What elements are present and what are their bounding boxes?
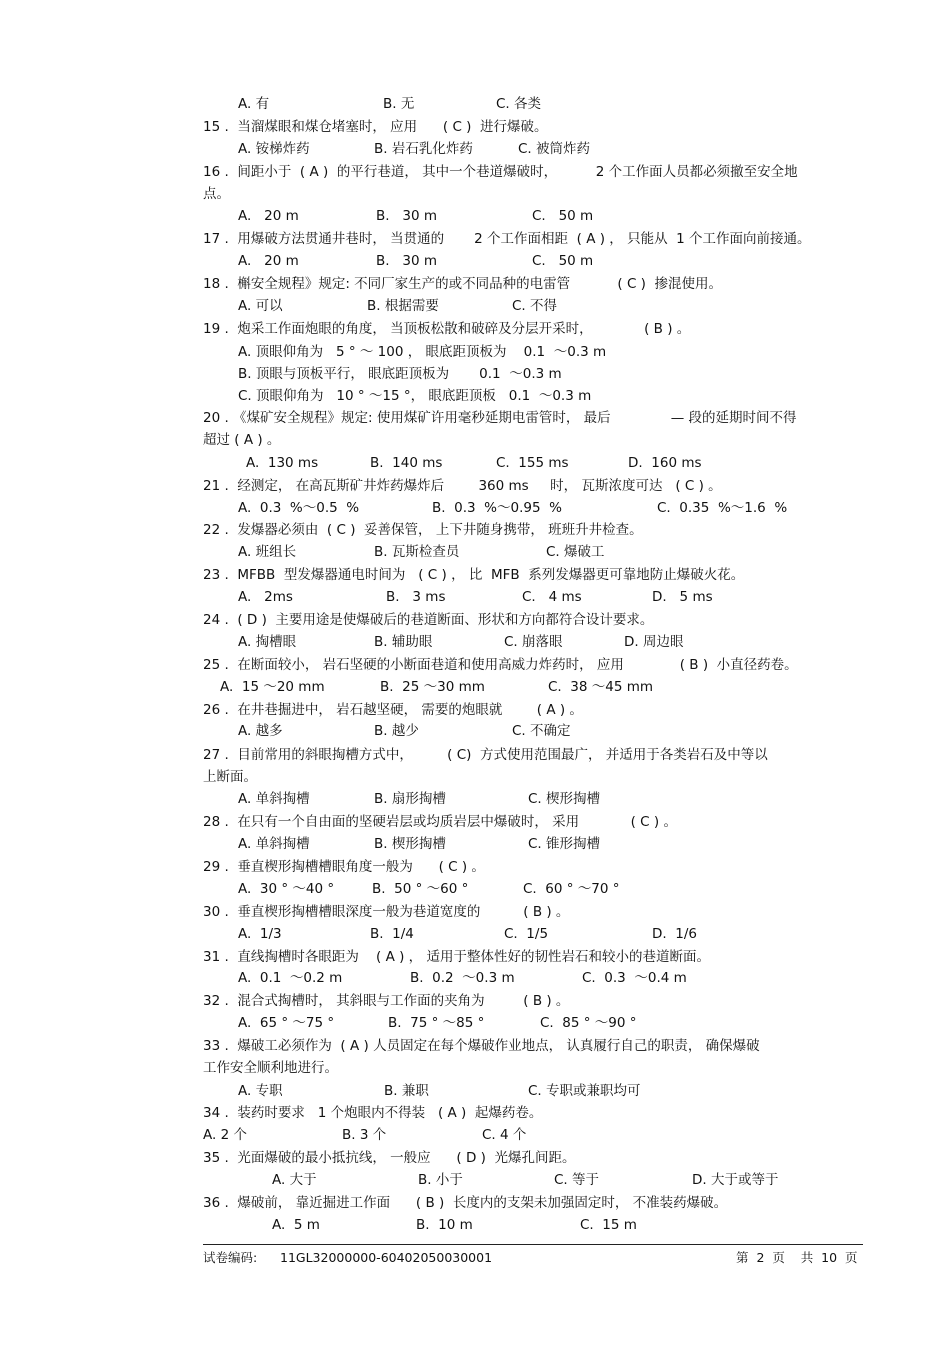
question-16-cont: 点。 [203, 186, 230, 202]
option: B. 岩石乳化炸药 [374, 141, 473, 157]
option: A. 2ms [238, 589, 293, 605]
option: A. 20 m [238, 208, 299, 224]
option: C. 1/5 [504, 926, 549, 942]
page-info: 第 2 页 共 10 页 [736, 1250, 858, 1265]
option: D. 大于或等于 [692, 1172, 779, 1188]
option: C. 85 ° ～90 ° [540, 1015, 637, 1031]
question-34: 34 . 装药时要求 1 个炮眼内不得装 ( A ) 起爆药卷。 [203, 1105, 543, 1121]
question-35: 35 . 光面爆破的最小抵抗线， 一般应 ( D ) 光爆孔间距。 [203, 1150, 576, 1166]
option: A. 2 个 [203, 1127, 247, 1143]
option: A. 掏槽眼 [238, 634, 297, 650]
option: A. 有 [238, 96, 270, 112]
question-20: 20 . 《煤矿安全规程》规定: 使用煤矿许用毫秒延期电雷管时， 最后 — 段的延期时间不得 [203, 410, 797, 426]
option: D. 160 ms [628, 455, 702, 471]
option: A. 专职 [238, 1083, 283, 1099]
option: C. 不确定 [512, 723, 571, 739]
question-36: 36 . 爆破前， 靠近掘进工作面 ( B ) 长度内的支架未加强固定时， 不准装药爆破。 [203, 1195, 728, 1211]
option: C. 等于 [554, 1172, 600, 1188]
option: B. 顶眼与顶板平行， 眼底距顶板为 0.1 ～0.3 m [238, 366, 562, 382]
option: A. 15 ～20 mm [220, 679, 325, 695]
option: B. 辅助眼 [374, 634, 433, 650]
question-23: 23 . MFBB 型发爆器通电时间为 ( C ) ， 比 MFB 系列发爆器更可靠地防止爆破火花。 [203, 567, 745, 583]
question-19: 19 . 炮采工作面炮眼的角度， 当顶板松散和破碎及分层开采时， ( B ) 。 [203, 321, 691, 337]
option: C. 崩落眼 [504, 634, 563, 650]
question-31: 31 . 直线掏槽时各眼距为 ( A ) ， 适用于整体性好的韧性岩石和较小的巷道断面。 [203, 949, 710, 965]
option: C. 0.3 ～0.4 m [582, 970, 687, 986]
option: C. 各类 [496, 96, 542, 112]
option: C. 楔形掏槽 [528, 791, 601, 807]
option: C. 4 个 [482, 1127, 527, 1143]
question-27: 27 . 目前常用的斜眼掏槽方式中， ( C) 方式使用范围最广， 并适用于各类岩石及中等以 [203, 747, 768, 763]
option: A. 铵梯炸药 [238, 141, 310, 157]
option: B. 30 m [376, 253, 438, 269]
question-16: 16 . 间距小于 ( A ) 的平行巷道， 其中一个巷道爆破时， 2 个工作面人员都必须撤至安全地 [203, 164, 798, 180]
option: A. 班组长 [238, 544, 297, 560]
option: C. 爆破工 [546, 544, 605, 560]
option: B. 10 m [416, 1217, 473, 1233]
option: B. 3 ms [386, 589, 446, 605]
option: B. 扇形掏槽 [374, 791, 446, 807]
option: D. 周边眼 [624, 634, 684, 650]
question-30: 30 . 垂直楔形掏槽槽眼深度一般为巷道宽度的 ( B ) 。 [203, 904, 570, 920]
question-33: 33 . 爆破工必须作为 ( A ) 人员固定在每个爆破作业地点， 认真履行自己的职责， 确保爆破 [203, 1038, 760, 1054]
option: A. 顶眼仰角为 5 ° ～ 100 ， 眼底距顶板为 0.1 ～0.3 m [238, 344, 607, 360]
option: C. 60 ° ～70 ° [523, 881, 620, 897]
question-20-cont: 超过 ( A ) 。 [203, 432, 281, 448]
question-27-cont: 上断面。 [203, 769, 257, 785]
option: C. 专职或兼职均可 [528, 1083, 641, 1099]
option: D. 5 ms [652, 589, 713, 605]
option: A. 1/3 [238, 926, 282, 942]
option: B. 50 ° ～60 ° [372, 881, 469, 897]
question-29: 29 . 垂直楔形掏槽槽眼角度一般为 ( C ) 。 [203, 859, 485, 875]
option: C. 155 ms [496, 455, 569, 471]
option: A. 可以 [238, 298, 283, 314]
option: B. 75 ° ～85 ° [388, 1015, 485, 1031]
option: A. 20 m [238, 253, 299, 269]
option: C. 4 ms [522, 589, 582, 605]
option: A. 单斜掏槽 [238, 791, 310, 807]
option: B. 根据需要 [367, 298, 439, 314]
option: A. 130 ms [246, 455, 319, 471]
option: A. 30 ° ～40 ° [238, 881, 335, 897]
option: C. 38 ～45 mm [548, 679, 654, 695]
option: B. 兼职 [384, 1083, 429, 1099]
option: B. 1/4 [370, 926, 414, 942]
option: B. 瓦斯检查员 [374, 544, 460, 560]
option: B. 无 [383, 96, 415, 112]
option: B. 25 ～30 mm [380, 679, 485, 695]
option: C. 不得 [512, 298, 558, 314]
option: C. 50 m [532, 208, 594, 224]
question-32: 32 . 混合式掏槽时， 其斜眼与工作面的夹角为 ( B ) 。 [203, 993, 570, 1009]
option: C. 锥形掏槽 [528, 836, 601, 852]
question-18: 18 . 槲安全规程》规定: 不同厂家生产的或不同品种的电雷管 ( C ) 掺混使用。 [203, 276, 723, 292]
option: D. 1/6 [652, 926, 697, 942]
option: B. 楔形掏槽 [374, 836, 446, 852]
question-22: 22 . 发爆器必须由 ( C ) 妥善保管， 上下井随身携带， 班班升井检查。 [203, 522, 643, 538]
question-21: 21 . 经测定， 在高瓦斯矿井炸药爆炸后 360 ms 时， 瓦斯浓度可达 ( C ) 。 [203, 478, 722, 494]
option: B. 小于 [418, 1172, 463, 1188]
exam-code-value: 11GL32000000-60402050030001 [280, 1250, 493, 1265]
question-28: 28 . 在只有一个自由面的坚硬岩层或均质岩层中爆破时， 采用 ( C ) 。 [203, 814, 677, 830]
option: A. 0.3 %～0.5 % [238, 500, 360, 516]
option: A. 65 ° ～75 ° [238, 1015, 335, 1031]
option: B. 越少 [374, 723, 419, 739]
question-25: 25 . 在断面较小， 岩石坚硬的小断面巷道和使用高威力炸药时， 应用 ( B ) 小直径药卷。 [203, 657, 798, 673]
option: B. 0.2 ～0.3 m [410, 970, 515, 986]
option: C. 0.35 %～1.6 % [657, 500, 788, 516]
question-17: 17 . 用爆破方法贯通井巷时， 当贯通的 2 个工作面相距 ( A ) ， 只能从 1 个工作面向前接通。 [203, 231, 811, 247]
question-24: 24 . ( D ) 主要用途是使爆破后的巷道断面、形状和方向都符合设计要求。 [203, 612, 654, 628]
footer-divider [203, 1244, 863, 1245]
question-15: 15 . 当溜煤眼和煤仓堵塞时， 应用 ( C ) 进行爆破。 [203, 119, 548, 135]
option: A. 0.1 ～0.2 m [238, 970, 343, 986]
question-33-cont: 工作安全顺利地进行。 [203, 1060, 338, 1076]
question-26: 26 . 在井巷掘进中， 岩石越坚硬， 需要的炮眼就 ( A ) 。 [203, 702, 583, 718]
option: C. 15 m [580, 1217, 637, 1233]
option: C. 50 m [532, 253, 594, 269]
option: C. 被筒炸药 [518, 141, 591, 157]
option: C. 顶眼仰角为 10 ° ～15 °， 眼底距顶板 0.1 ～0.3 m [238, 388, 592, 404]
option: A. 5 m [272, 1217, 320, 1233]
option: B. 140 ms [370, 455, 443, 471]
option: B. 0.3 %～0.95 % [432, 500, 562, 516]
option: A. 大于 [272, 1172, 317, 1188]
option: B. 3 个 [342, 1127, 387, 1143]
option: B. 30 m [376, 208, 438, 224]
option: A. 越多 [238, 723, 283, 739]
option: A. 单斜掏槽 [238, 836, 310, 852]
exam-code-label: 试卷编码: [203, 1250, 258, 1265]
